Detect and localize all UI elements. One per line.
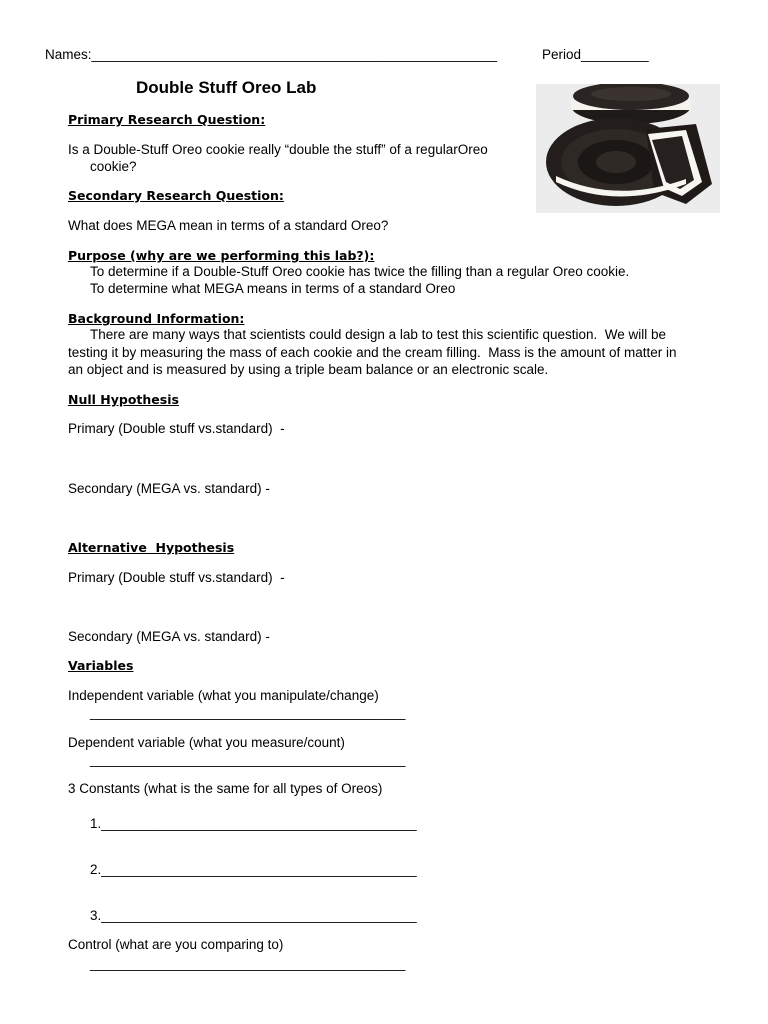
secondary-question-text: What does MEGA mean in terms of a standard Oreo? bbox=[68, 218, 389, 233]
background-line-1: There are many ways that scientists could design a lab to test this scientific question. We will be bbox=[90, 327, 667, 342]
constant-2-blank[interactable]: 2.__________________________________________ bbox=[90, 862, 417, 877]
background-line-3: an object and is measured by using a triple beam balance or an electronic scale. bbox=[68, 362, 549, 377]
alt-secondary-prompt[interactable]: Secondary (MEGA vs. standard) - bbox=[68, 629, 270, 644]
background-heading: Background Information: bbox=[68, 311, 245, 326]
purpose-line-2: To determine what MEGA means in terms of a standard Oreo bbox=[90, 281, 456, 296]
null-secondary-prompt[interactable]: Secondary (MEGA vs. standard) - bbox=[68, 481, 270, 496]
control-blank[interactable]: __________________________________________ bbox=[90, 956, 406, 971]
constants-label: 3 Constants (what is the same for all types of Oreos) bbox=[68, 781, 383, 796]
purpose-line-1: To determine if a Double-Stuff Oreo cookie has twice the filling than a regular Oreo cookie. bbox=[90, 264, 630, 279]
names-field[interactable]: Names:______________________________________________________ bbox=[45, 47, 497, 62]
oreo-cookies-image bbox=[536, 84, 720, 213]
variables-heading: Variables bbox=[68, 658, 134, 673]
alt-primary-prompt[interactable]: Primary (Double stuff vs.standard) - bbox=[68, 570, 285, 585]
background-line-2: testing it by measuring the mass of each cookie and the cream filling. Mass is the amount of matter in bbox=[68, 345, 677, 360]
independent-variable-label: Independent variable (what you manipulate/change) bbox=[68, 688, 379, 703]
page-title: Double Stuff Oreo Lab bbox=[136, 78, 317, 97]
primary-question-heading: Primary Research Question: bbox=[68, 112, 266, 127]
independent-variable-blank[interactable]: __________________________________________ bbox=[90, 705, 406, 720]
alternative-hypothesis-heading: Alternative Hypothesis bbox=[68, 540, 235, 555]
constant-1-blank[interactable]: 1.__________________________________________ bbox=[90, 816, 417, 831]
constant-3-blank[interactable]: 3.__________________________________________ bbox=[90, 908, 417, 923]
purpose-heading: Purpose (why are we performing this lab?): bbox=[68, 248, 375, 263]
null-hypothesis-heading: Null Hypothesis bbox=[68, 392, 179, 407]
dependent-variable-label: Dependent variable (what you measure/count) bbox=[68, 735, 345, 750]
control-label: Control (what are you comparing to) bbox=[68, 937, 284, 952]
primary-question-text: Is a Double-Stuff Oreo cookie really “double the stuff” of a regularOreo bbox=[68, 142, 488, 157]
period-field[interactable]: Period_________ bbox=[542, 47, 649, 62]
dependent-variable-blank[interactable]: __________________________________________ bbox=[90, 752, 406, 767]
null-primary-prompt[interactable]: Primary (Double stuff vs.standard) - bbox=[68, 421, 285, 436]
secondary-question-heading: Secondary Research Question: bbox=[68, 188, 284, 203]
primary-question-text-cont: cookie? bbox=[90, 159, 137, 174]
